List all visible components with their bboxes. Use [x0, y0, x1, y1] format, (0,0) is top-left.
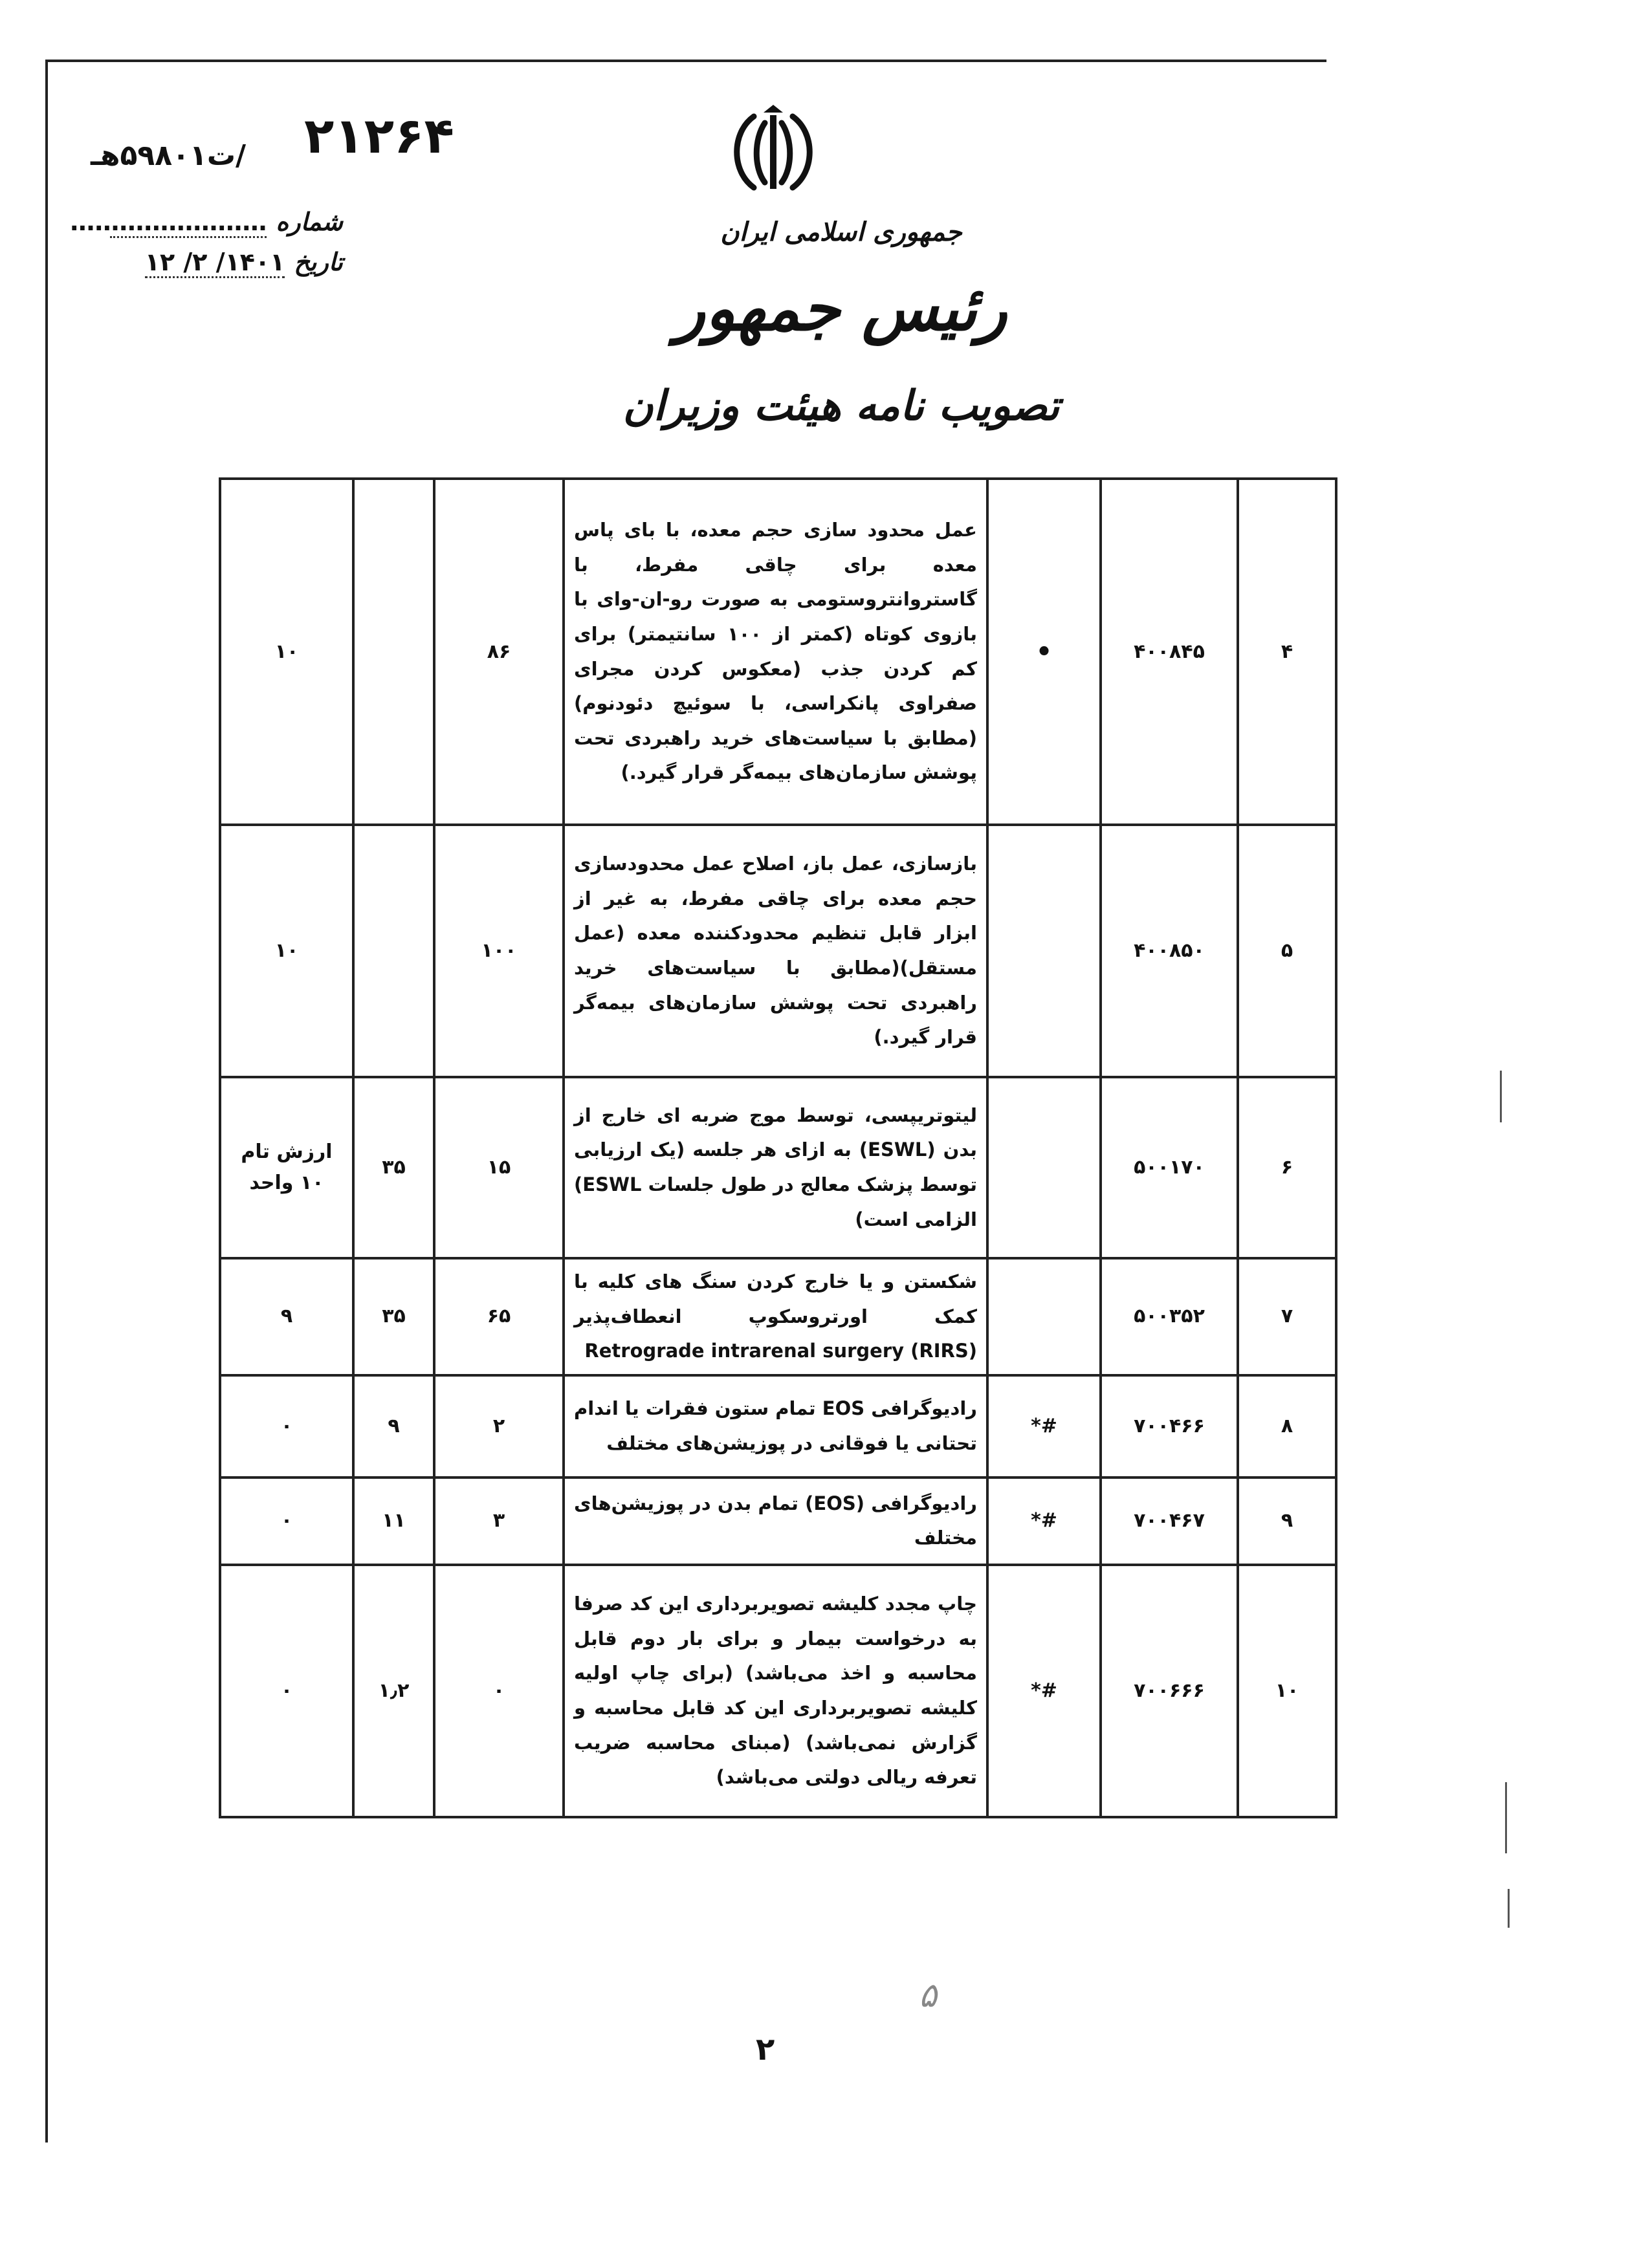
page-border-top — [45, 60, 1326, 62]
service-flag: • — [987, 479, 1101, 825]
row-number: ۶ — [1238, 1077, 1336, 1258]
value-a: ۱۰۰ — [434, 825, 564, 1077]
document-type: تصویب نامه هیئت وزیران — [622, 382, 1060, 430]
service-flag — [987, 1077, 1101, 1258]
date-label: تاریخ — [294, 247, 343, 276]
date-row — [110, 247, 343, 287]
margin-mark — [1500, 1071, 1502, 1122]
number-row — [70, 207, 343, 247]
service-flag: #* — [987, 1565, 1101, 1817]
table-row — [220, 1477, 1336, 1565]
table-row — [220, 1565, 1336, 1817]
margin-mark — [1508, 1889, 1510, 1928]
reference-number: ۲۱۲۶۴ — [304, 107, 454, 164]
row-number: ۸ — [1238, 1375, 1336, 1477]
service-code: ۴۰۰۸۴۵ — [1101, 479, 1238, 825]
table-row — [220, 479, 1336, 825]
value-c: ۹ — [220, 1258, 353, 1375]
tariff-table — [219, 477, 1337, 1818]
service-description: رادیوگرافی (EOS) تمام بدن در پوزیشن‌های مختلف — [564, 1477, 987, 1565]
service-flag — [987, 825, 1101, 1077]
national-emblem-icon — [725, 104, 822, 201]
value-b: ۹ — [353, 1375, 434, 1477]
number-label: شماره — [276, 207, 343, 236]
value-c: ۰ — [220, 1477, 353, 1565]
value-b — [353, 479, 434, 825]
letter-meta — [70, 207, 343, 287]
value-c: ۱۰ — [220, 479, 353, 825]
page-number: ۲ — [756, 2031, 775, 2067]
value-b: ۳۵ — [353, 1077, 434, 1258]
service-description: عمل محدود سازی حجم معده، با بای پاس معده برای چاقی مفرط، با گاستروانتروستومی به صورت رو-ان-وای با بازوی کوتاه (کمتر از ۱۰۰ سانتیمتر) برای کم کردن جذب (معکوس کردن مجرای صفراوی پانکراسی، با سوئیچ دئودنوم) (مطابق با سیاست‌های خرید راهبردی تحت پوشش سازمان‌های بیمه‌گر قرار گیرد.) — [564, 479, 987, 825]
value-a: ۱۵ — [434, 1077, 564, 1258]
date-value: ۱۴۰۱/ ۲/ ۱۲ — [145, 248, 285, 278]
service-code: ۴۰۰۸۵۰ — [1101, 825, 1238, 1077]
value-c: ۰ — [220, 1375, 353, 1477]
reference-code: /ت۵۹۸۰۱هـ — [91, 139, 247, 172]
row-number: ۹ — [1238, 1477, 1336, 1565]
table-row — [220, 1077, 1336, 1258]
row-number: ۴ — [1238, 479, 1336, 825]
value-a: ۸۶ — [434, 479, 564, 825]
table-row — [220, 825, 1336, 1077]
service-code: ۷۰۰۴۶۷ — [1101, 1477, 1238, 1565]
office-title: رئیس جمهور — [675, 272, 1007, 345]
value-a: ۶۵ — [434, 1258, 564, 1375]
value-b: ۳۵ — [353, 1258, 434, 1375]
page-border-left — [45, 60, 48, 2143]
service-code: ۷۰۰۶۶۶ — [1101, 1565, 1238, 1817]
row-number: ۵ — [1238, 825, 1336, 1077]
table-row — [220, 1375, 1336, 1477]
table-row — [220, 1258, 1336, 1375]
value-b — [353, 825, 434, 1077]
value-c: ۱۰ — [220, 825, 353, 1077]
row-number: ۷ — [1238, 1258, 1336, 1375]
service-code: ۵۰۰۳۵۲ — [1101, 1258, 1238, 1375]
handwritten-mark: ۵ — [919, 1976, 937, 2015]
value-b: ۱٫۲ — [353, 1565, 434, 1817]
value-a: ۰ — [434, 1565, 564, 1817]
service-description: چاپ مجدد کلیشه تصویربرداری این کد صرفا به درخواست بیمار و برای بار دوم قابل محاسبه و اخذ می‌باشد) (برای چاپ اولیه کلیشه تصویربرداری این کد قابل محاسبه و گزارش نمی‌باشد) (مبنای محاسبه ضریب تعرفه ریالی دولتی می‌باشد) — [564, 1565, 987, 1817]
service-flag: #* — [987, 1375, 1101, 1477]
service-code: ۷۰۰۴۶۶ — [1101, 1375, 1238, 1477]
service-description: بازسازی، عمل باز، اصلاح عمل محدودسازی حجم معده برای چاقی مفرط، به غیر از ابزار قابل تنظیم محدودکننده معده (عمل مستقل)(مطابق با سیاست‌های خرید راهبردی تحت پوشش سازمان‌های بیمه‌گر قرار گیرد.) — [564, 825, 987, 1077]
value-c: ارزش تام ۱۰ واحد — [220, 1077, 353, 1258]
service-description: لیتوتریپسی، توسط موج ضربه ای خارج از بدن (ESWL) به ازای هر جلسه (یک ارزیابی توسط پزشک معالج در طول جلسات ESWL) الزامی است) — [564, 1077, 987, 1258]
service-description: رادیوگرافی EOS تمام ستون فقرات یا اندام تحتانی یا فوقانی در پوزیشن‌های مختلف — [564, 1375, 987, 1477]
number-value: …………………… — [110, 208, 267, 238]
row-number: ۱۰ — [1238, 1565, 1336, 1817]
service-flag: #* — [987, 1477, 1101, 1565]
value-a: ۳ — [434, 1477, 564, 1565]
service-description: شکستن و یا خارج کردن سنگ های کلیه با کمک اورتروسکوپ انعطاف‌پذیر Retrograde intrarenal surgery (RIRS) — [564, 1258, 987, 1375]
margin-mark — [1505, 1782, 1507, 1853]
value-c: ۰ — [220, 1565, 353, 1817]
service-flag — [987, 1258, 1101, 1375]
republic-title: جمهوری اسلامی ایران — [720, 217, 962, 247]
value-b: ۱۱ — [353, 1477, 434, 1565]
service-code: ۵۰۰۱۷۰ — [1101, 1077, 1238, 1258]
value-a: ۲ — [434, 1375, 564, 1477]
